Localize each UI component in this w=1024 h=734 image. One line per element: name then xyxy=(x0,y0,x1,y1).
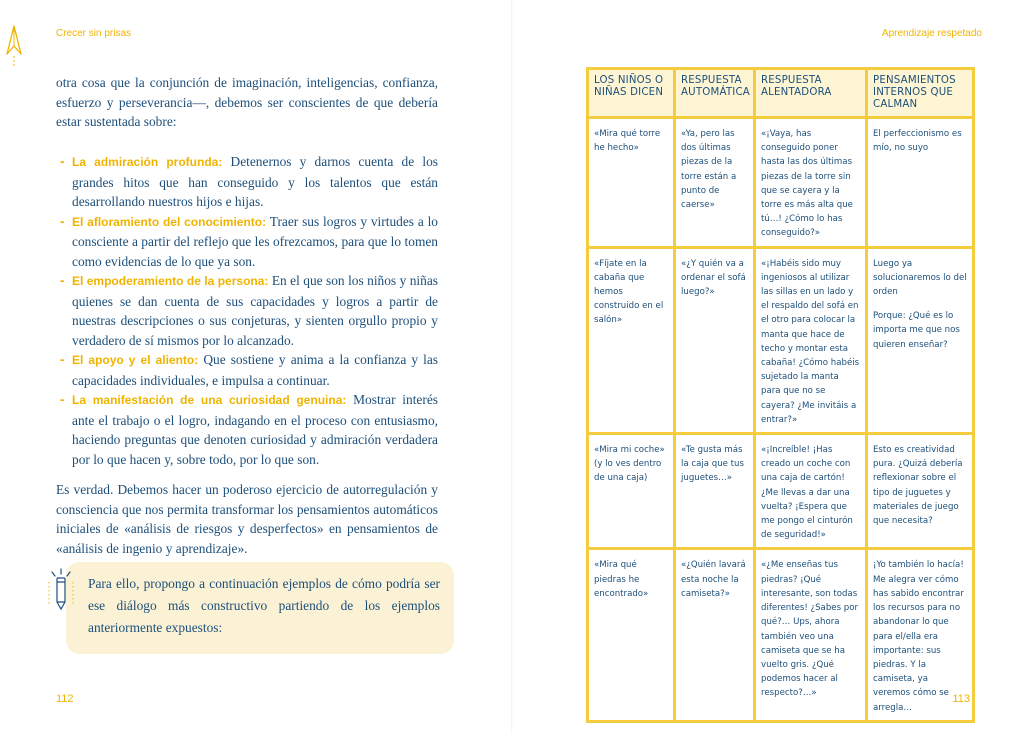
bullet-term: La admiración profunda: xyxy=(72,155,223,169)
table-cell: «¡Habéis sido muy ingeniosos al utilizar las sillas en un lado y el respaldo del sofá en el otro para colocar la manta que hace de techo y montar esta cabaña! ¿Cómo habéis sujetado la manta para que no se cayera? ¿Me invitáis a entrar?» xyxy=(755,247,867,433)
bullet-text: En el que son los niños y niñas quienes se dan cuenta de sus capacidades y logros a partir de nuestras descripciones o sus conjeturas, y sienten orgullo propio y verdadero de sí mismos por lo alcanzado. xyxy=(72,273,438,348)
table-cell: «¡Vaya, has conseguido poner hasta las dos últimas piezas de la torre sin que se cayera y la torre es más alta que tú…! ¿Cómo lo has conseguido?» xyxy=(755,118,867,248)
bullet-term: El afloramiento del conocimiento: xyxy=(72,214,267,229)
header-calming-thoughts: PENSAMIENTOS INTERNOS QUE CALMAN xyxy=(867,69,974,118)
dialogue-table xyxy=(586,67,975,723)
table-cell: «Mira qué torre he hecho» xyxy=(588,118,675,248)
running-head: Aprendizaje respetado xyxy=(881,28,982,39)
paper-plane-icon xyxy=(4,24,24,70)
bullet-item: - El apoyo y el aliento: Que sostiene y anima a la confianza y las capacidades individuales, e impulsa a continuar. xyxy=(60,352,438,388)
table-cell: Esto es creatividad pura. ¿Quizá debería reflexionar sobre el tipo de juguetes y materiales de juego que necesita? xyxy=(867,434,974,549)
bullet-term: La manifestación de una curiosidad genuina: xyxy=(72,393,347,407)
running-head: Crecer sin prisas xyxy=(56,28,132,39)
pencil-icon xyxy=(46,568,76,612)
page-number: 112 xyxy=(56,693,74,705)
bullet-list xyxy=(60,152,438,469)
intro-paragraph: otra cosa que la conjunción de imaginación, inteligencias, confianza, esfuerzo y perseverancia—, debemos ser conscientes de que debería estar sustentada sobre: xyxy=(56,75,438,129)
bullet-text: Detenernos y darnos cuenta de los grandes hitos que han conseguido y los talentos que están desarrollando nuestros hijos e hijas. xyxy=(72,154,438,209)
table-cell: «Mira mi coche» (y lo ves dentro de una caja) xyxy=(588,434,675,549)
bullet-text: Mostrar interés ante el trabajo o el logro, indagando en el proceso con entusiasmo, haciendo preguntas que denoten curiosidad y admiración verdadera por lo que hacen y, sobre todo, por lo que son. xyxy=(72,392,438,467)
body-paragraph: Es verdad. Debemos hacer un poderoso ejercicio de autorregulación y consciencia que nos permita transformar los pensamientos automáticos iniciales de «análisis de riesgos y desperfectos» en pensamientos de «análisis de ingenio y aprendizaje». xyxy=(56,482,438,556)
bullet-term: El apoyo y el aliento: xyxy=(72,353,199,367)
header-encouraging-response: RESPUESTA ALENTADORA xyxy=(755,69,867,118)
bullet-item: - El afloramiento del conocimiento: Traer sus logros y virtudes a lo consciente a partir del reflejo que les ofrezcamos, para que lo tomen como evidencias de lo que ya son. xyxy=(60,213,439,269)
bullet-text: Que sostiene y anima a la confianza y las capacidades individuales, e impulsa a continuar. xyxy=(72,352,438,388)
table-cell: «Fíjate en la cabaña que hemos construido en el salón» xyxy=(588,247,675,433)
cell-note: Porque: ¿Qué es lo importa me que nos quieren enseñar? xyxy=(873,311,960,350)
table-cell: «¡Increíble! ¡Has creado un coche con una caja de cartón! ¿Me llevas a dar una vuelta? ¡Espera que me pongo el cinturón de seguridad!» xyxy=(755,434,867,549)
header-children-say: LOS NIÑOS O NIÑAS DICEN xyxy=(588,69,675,118)
table-cell: «Te gusta más la caja que tus juguetes…» xyxy=(675,434,755,549)
callout-text: Para ello, propongo a continuación ejemplos de cómo podría ser ese diálogo más constructivo partiendo de los ejemplos anteriormente expuestos: xyxy=(88,576,440,635)
table-cell: ¡Yo también lo hacía! Me alegra ver cómo has sabido encontrar los recursos para no abandonar lo que para el/ella era importante: sus piedras. Y la camiseta, ya veremos cómo se arregla… xyxy=(867,549,974,721)
bullet-item: - El empoderamiento de la persona: En el que son los niños y niñas quienes se dan cuenta de sus capacidades y logros a partir de nuestras descripciones o sus conjeturas, y sienten orgullo propio y verdadero de sí mismos por lo alcanzado. xyxy=(60,273,438,348)
bullet-item: - La manifestación de una curiosidad genuina: Mostrar interés ante el trabajo o el logro, indagando en el proceso con entusiasmo, haciendo preguntas que denoten curiosidad y admiración verdadera por lo que hacen y, sobre todo, por lo que son. xyxy=(60,392,438,467)
bullet-item: - La admiración profunda: Detenernos y darnos cuenta de los grandes hitos que han conseguido y los talentos que están desarrollando nuestros hijos e hijas. xyxy=(60,154,438,209)
header-automatic-response: RESPUESTA AUTOMÁTICA xyxy=(675,69,755,118)
table-cell: El perfeccionismo es mío, no suyo xyxy=(867,118,974,248)
table-cell xyxy=(867,247,974,433)
bullet-term: El empoderamiento de la persona: xyxy=(72,274,269,288)
table-cell: «¿Me enseñas tus piedras? ¡Qué interesante, son todas diferentes! ¿Sabes por qué?… Ups, ahora también veo una camiseta que se ha vuelto gris. ¿Qué podemos hacer al respecto?…» xyxy=(755,549,867,721)
table-row xyxy=(588,549,974,721)
table-cell: «Ya, pero las dos últimas piezas de la torre están a punto de caerse» xyxy=(675,118,755,248)
table-row xyxy=(588,434,974,549)
table-cell: «¿Y quién va a ordenar el sofá luego?» xyxy=(675,247,755,433)
table-row xyxy=(588,118,974,248)
cell-line: Luego ya solucionaremos lo del orden xyxy=(873,258,967,298)
page-number: 113 xyxy=(952,693,970,705)
table-cell: «Mira qué piedras he encontrado» xyxy=(588,549,675,721)
table-header-row xyxy=(588,69,974,118)
table-cell: «¿Quién lavará esta noche la camiseta?» xyxy=(675,549,755,721)
table-row xyxy=(588,247,974,433)
bullet-text: Traer sus logros y virtudes a lo consciente a partir del reflejo que les ofrezcamos, para que lo tomen como evidencias de lo que ya son. xyxy=(72,213,439,269)
